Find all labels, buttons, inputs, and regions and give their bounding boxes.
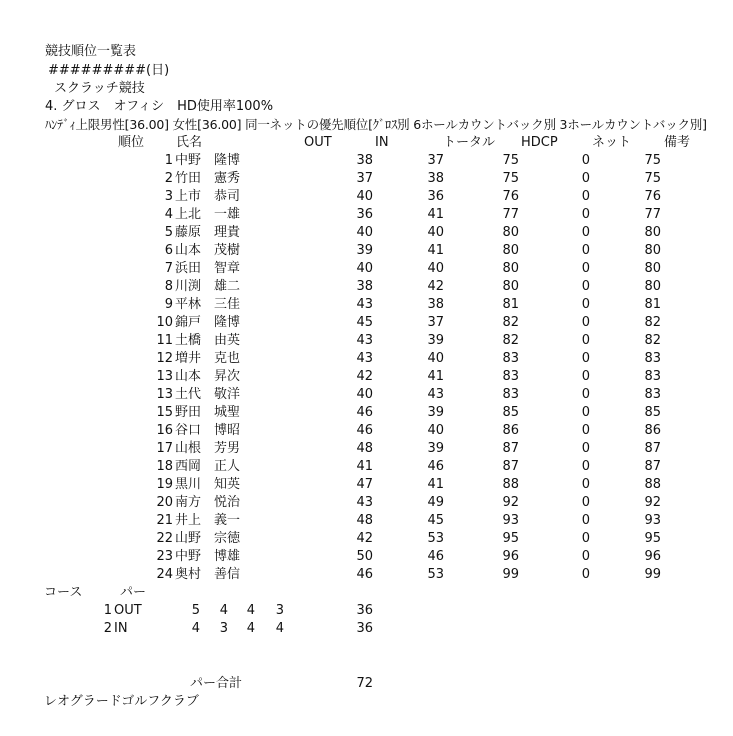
notes-cell: 93 <box>644 513 661 528</box>
hdcp-cell: 0 <box>581 567 590 582</box>
out-score-cell: 40 <box>356 189 373 204</box>
surname-cell: 山根 <box>175 441 202 456</box>
surname-cell: 西岡 <box>175 459 202 474</box>
total-score-cell: 80 <box>502 261 519 276</box>
given-name-cell: 智章 <box>214 261 241 276</box>
surname-cell: 谷口 <box>175 423 202 438</box>
notes-cell: 86 <box>644 423 661 438</box>
notes-cell: 95 <box>644 531 661 546</box>
notes-cell: 82 <box>644 333 661 348</box>
rank-cell: 22 <box>156 531 173 546</box>
surname-cell: 中野 <box>175 153 202 168</box>
total-score-cell: 95 <box>502 531 519 546</box>
rank-cell: 1 <box>164 153 173 168</box>
rank-cell: 7 <box>164 261 173 276</box>
hdcp-cell: 0 <box>581 207 590 222</box>
hole-par: 4 <box>219 603 228 618</box>
total-score-cell: 83 <box>502 351 519 366</box>
course-number: 2 <box>103 621 112 636</box>
par-total-value: 72 <box>356 676 373 691</box>
total-score-cell: 80 <box>502 243 519 258</box>
notes-cell: 96 <box>644 549 661 564</box>
given-name-cell: 宗徳 <box>214 531 241 546</box>
notes-cell: 88 <box>644 477 661 492</box>
given-name-cell: 隆博 <box>214 153 241 168</box>
notes-cell: 80 <box>644 225 661 240</box>
notes-cell: 80 <box>644 243 661 258</box>
notes-cell: 82 <box>644 315 661 330</box>
surname-cell: 川渕 <box>175 279 202 294</box>
hdcp-cell: 0 <box>581 261 590 276</box>
document-title: 競技順位一覧表 <box>45 44 137 59</box>
given-name-cell: 正人 <box>214 459 241 474</box>
rank-cell: 11 <box>156 333 173 348</box>
surname-cell: 土橋 <box>175 333 202 348</box>
notes-cell: 75 <box>644 153 661 168</box>
notes-cell: 77 <box>644 207 661 222</box>
given-name-cell: 博雄 <box>214 549 241 564</box>
rank-cell: 6 <box>164 243 173 258</box>
surname-cell: 上北 <box>175 207 202 222</box>
rank-cell: 3 <box>164 189 173 204</box>
out-score-cell: 40 <box>356 387 373 402</box>
hdcp-cell: 0 <box>581 405 590 420</box>
total-score-cell: 96 <box>502 549 519 564</box>
given-name-cell: 昇次 <box>214 369 241 384</box>
rank-cell: 23 <box>156 549 173 564</box>
hdcp-cell: 0 <box>581 243 590 258</box>
notes-cell: 83 <box>644 387 661 402</box>
out-score-cell: 37 <box>356 171 373 186</box>
in-score-cell: 42 <box>427 279 444 294</box>
surname-cell: 平林 <box>175 297 202 312</box>
rank-cell: 19 <box>156 477 173 492</box>
given-name-cell: 善信 <box>214 567 241 582</box>
out-score-cell: 43 <box>356 351 373 366</box>
total-score-cell: 93 <box>502 513 519 528</box>
surname-cell: 山本 <box>175 369 202 384</box>
hdcp-cell: 0 <box>581 333 590 348</box>
course-label: コース <box>44 585 83 600</box>
par-total-label: パー合計 <box>190 676 243 691</box>
given-name-cell: 恭司 <box>214 189 241 204</box>
surname-cell: 山本 <box>175 243 202 258</box>
notes-cell: 81 <box>644 297 661 312</box>
surname-cell: 上市 <box>175 189 202 204</box>
rank-cell: 8 <box>164 279 173 294</box>
given-name-cell: 知英 <box>214 477 241 492</box>
in-score-cell: 53 <box>427 567 444 582</box>
notes-cell: 99 <box>644 567 661 582</box>
surname-cell: 南方 <box>175 495 202 510</box>
competition-type: スクラッチ競技 <box>54 81 145 96</box>
hole-par: 3 <box>219 621 228 636</box>
out-score-cell: 45 <box>356 315 373 330</box>
total-score-cell: 86 <box>502 423 519 438</box>
out-score-cell: 43 <box>356 495 373 510</box>
hdcp-cell: 0 <box>581 549 590 564</box>
surname-cell: 藤原 <box>175 225 202 240</box>
rank-cell: 20 <box>156 495 173 510</box>
total-score-cell: 80 <box>502 279 519 294</box>
hdcp-cell: 0 <box>581 477 590 492</box>
total-score-cell: 76 <box>502 189 519 204</box>
course-name: IN <box>114 621 128 636</box>
notes-cell: 83 <box>644 351 661 366</box>
in-score-cell: 45 <box>427 513 444 528</box>
in-score-cell: 39 <box>427 441 444 456</box>
rank-cell: 12 <box>156 351 173 366</box>
hdcp-cell: 0 <box>581 441 590 456</box>
course-number: 1 <box>103 603 112 618</box>
given-name-cell: 三佳 <box>214 297 241 312</box>
given-name-cell: 城聖 <box>214 405 241 420</box>
col-hdcp-header: HDCP <box>521 135 558 150</box>
total-score-cell: 82 <box>502 333 519 348</box>
out-score-cell: 36 <box>356 207 373 222</box>
in-score-cell: 40 <box>427 423 444 438</box>
notes-cell: 92 <box>644 495 661 510</box>
rank-cell: 5 <box>164 225 173 240</box>
out-score-cell: 40 <box>356 261 373 276</box>
given-name-cell: 博昭 <box>214 423 241 438</box>
hole-par: 4 <box>246 621 255 636</box>
hdcp-cell: 0 <box>581 297 590 312</box>
out-score-cell: 48 <box>356 441 373 456</box>
hdcp-cell: 0 <box>581 531 590 546</box>
hdcp-cell: 0 <box>581 315 590 330</box>
out-score-cell: 42 <box>356 531 373 546</box>
golf-club-name: レオグラードゴルフクラブ <box>44 694 199 709</box>
rank-cell: 18 <box>156 459 173 474</box>
out-score-cell: 43 <box>356 297 373 312</box>
col-in-header: IN <box>375 135 389 150</box>
hdcp-cell: 0 <box>581 153 590 168</box>
rank-cell: 17 <box>156 441 173 456</box>
in-score-cell: 41 <box>427 243 444 258</box>
rank-cell: 24 <box>156 567 173 582</box>
event-date: #########(日) <box>48 63 170 78</box>
total-score-cell: 92 <box>502 495 519 510</box>
total-score-cell: 99 <box>502 567 519 582</box>
out-score-cell: 38 <box>356 153 373 168</box>
hdcp-cell: 0 <box>581 387 590 402</box>
in-score-cell: 40 <box>427 261 444 276</box>
rank-cell: 16 <box>156 423 173 438</box>
notes-cell: 87 <box>644 459 661 474</box>
in-score-cell: 38 <box>427 171 444 186</box>
in-score-cell: 38 <box>427 297 444 312</box>
event-info: 4. グロス オフィシ HD使用率100% <box>45 99 274 114</box>
hdcp-cell: 0 <box>581 513 590 528</box>
in-score-cell: 41 <box>427 207 444 222</box>
rank-cell: 13 <box>156 387 173 402</box>
notes-cell: 76 <box>644 189 661 204</box>
rank-cell: 13 <box>156 369 173 384</box>
in-score-cell: 41 <box>427 477 444 492</box>
out-score-cell: 46 <box>356 567 373 582</box>
surname-cell: 浜田 <box>175 261 202 276</box>
hdcp-cell: 0 <box>581 351 590 366</box>
out-score-cell: 43 <box>356 333 373 348</box>
hdcp-cell: 0 <box>581 189 590 204</box>
in-score-cell: 37 <box>427 315 444 330</box>
notes-cell: 75 <box>644 171 661 186</box>
total-score-cell: 75 <box>502 171 519 186</box>
in-score-cell: 46 <box>427 459 444 474</box>
in-score-cell: 41 <box>427 369 444 384</box>
out-score-cell: 38 <box>356 279 373 294</box>
out-score-cell: 41 <box>356 459 373 474</box>
total-score-cell: 81 <box>502 297 519 312</box>
total-score-cell: 87 <box>502 459 519 474</box>
notes-cell: 80 <box>644 279 661 294</box>
surname-cell: 竹田 <box>175 171 202 186</box>
given-name-cell: 敬洋 <box>214 387 241 402</box>
in-score-cell: 43 <box>427 387 444 402</box>
hole-par: 5 <box>191 603 200 618</box>
out-score-cell: 46 <box>356 405 373 420</box>
par-label: パー <box>120 585 147 600</box>
notes-cell: 85 <box>644 405 661 420</box>
surname-cell: 錦戸 <box>175 315 202 330</box>
out-score-cell: 40 <box>356 225 373 240</box>
surname-cell: 奥村 <box>175 567 202 582</box>
handicap-rules: ﾊﾝﾃﾞｨ上限男性[36.00] 女性[36.00] 同一ネットの優先順位[ｸﾞﾛｽ別 6ホールカウントバック別 3ホールカウントバック別] <box>45 117 707 132</box>
in-score-cell: 40 <box>427 351 444 366</box>
hdcp-cell: 0 <box>581 459 590 474</box>
total-score-cell: 77 <box>502 207 519 222</box>
hdcp-cell: 0 <box>581 369 590 384</box>
total-score-cell: 82 <box>502 315 519 330</box>
notes-cell: 80 <box>644 261 661 276</box>
rank-cell: 10 <box>156 315 173 330</box>
out-score-cell: 47 <box>356 477 373 492</box>
rank-cell: 21 <box>156 513 173 528</box>
hdcp-cell: 0 <box>581 423 590 438</box>
hdcp-cell: 0 <box>581 171 590 186</box>
in-score-cell: 49 <box>427 495 444 510</box>
col-total-header: トータル <box>443 135 496 150</box>
total-score-cell: 88 <box>502 477 519 492</box>
out-score-cell: 46 <box>356 423 373 438</box>
given-name-cell: 義一 <box>214 513 241 528</box>
surname-cell: 野田 <box>175 405 202 420</box>
total-score-cell: 85 <box>502 405 519 420</box>
surname-cell: 増井 <box>175 351 202 366</box>
hole-par: 3 <box>275 603 284 618</box>
in-score-cell: 53 <box>427 531 444 546</box>
out-score-cell: 42 <box>356 369 373 384</box>
out-score-cell: 50 <box>356 549 373 564</box>
col-out-header: OUT <box>304 135 332 150</box>
hole-par: 4 <box>246 603 255 618</box>
surname-cell: 井上 <box>175 513 202 528</box>
hdcp-cell: 0 <box>581 279 590 294</box>
course-name: OUT <box>114 603 142 618</box>
total-score-cell: 87 <box>502 441 519 456</box>
hdcp-cell: 0 <box>581 225 590 240</box>
notes-cell: 87 <box>644 441 661 456</box>
given-name-cell: 理貴 <box>214 225 241 240</box>
in-score-cell: 46 <box>427 549 444 564</box>
col-net-header: ネット <box>592 135 632 150</box>
notes-cell: 83 <box>644 369 661 384</box>
given-name-cell: 憲秀 <box>214 171 241 186</box>
given-name-cell: 由英 <box>214 333 241 348</box>
surname-cell: 中野 <box>175 549 202 564</box>
surname-cell: 土代 <box>175 387 202 402</box>
rank-cell: 4 <box>164 207 173 222</box>
course-par-sum: 36 <box>356 621 373 636</box>
in-score-cell: 37 <box>427 153 444 168</box>
given-name-cell: 茂樹 <box>214 243 241 258</box>
col-notes-header: 備考 <box>664 135 691 150</box>
total-score-cell: 75 <box>502 153 519 168</box>
course-par-sum: 36 <box>356 603 373 618</box>
in-score-cell: 36 <box>427 189 444 204</box>
given-name-cell: 悦治 <box>214 495 241 510</box>
given-name-cell: 一雄 <box>214 207 241 222</box>
col-rank-header: 順位 <box>118 135 145 150</box>
total-score-cell: 83 <box>502 369 519 384</box>
hole-par: 4 <box>275 621 284 636</box>
hdcp-cell: 0 <box>581 495 590 510</box>
total-score-cell: 83 <box>502 387 519 402</box>
col-name-header: 氏名 <box>176 135 203 150</box>
rank-cell: 2 <box>164 171 173 186</box>
given-name-cell: 隆博 <box>214 315 241 330</box>
given-name-cell: 雄二 <box>214 279 241 294</box>
surname-cell: 黒川 <box>175 477 202 492</box>
hole-par: 4 <box>191 621 200 636</box>
rank-cell: 15 <box>156 405 173 420</box>
given-name-cell: 克也 <box>214 351 241 366</box>
in-score-cell: 39 <box>427 405 444 420</box>
in-score-cell: 39 <box>427 333 444 348</box>
total-score-cell: 80 <box>502 225 519 240</box>
surname-cell: 山野 <box>175 531 202 546</box>
in-score-cell: 40 <box>427 225 444 240</box>
rank-cell: 9 <box>164 297 173 312</box>
out-score-cell: 48 <box>356 513 373 528</box>
out-score-cell: 39 <box>356 243 373 258</box>
given-name-cell: 芳男 <box>214 441 241 456</box>
